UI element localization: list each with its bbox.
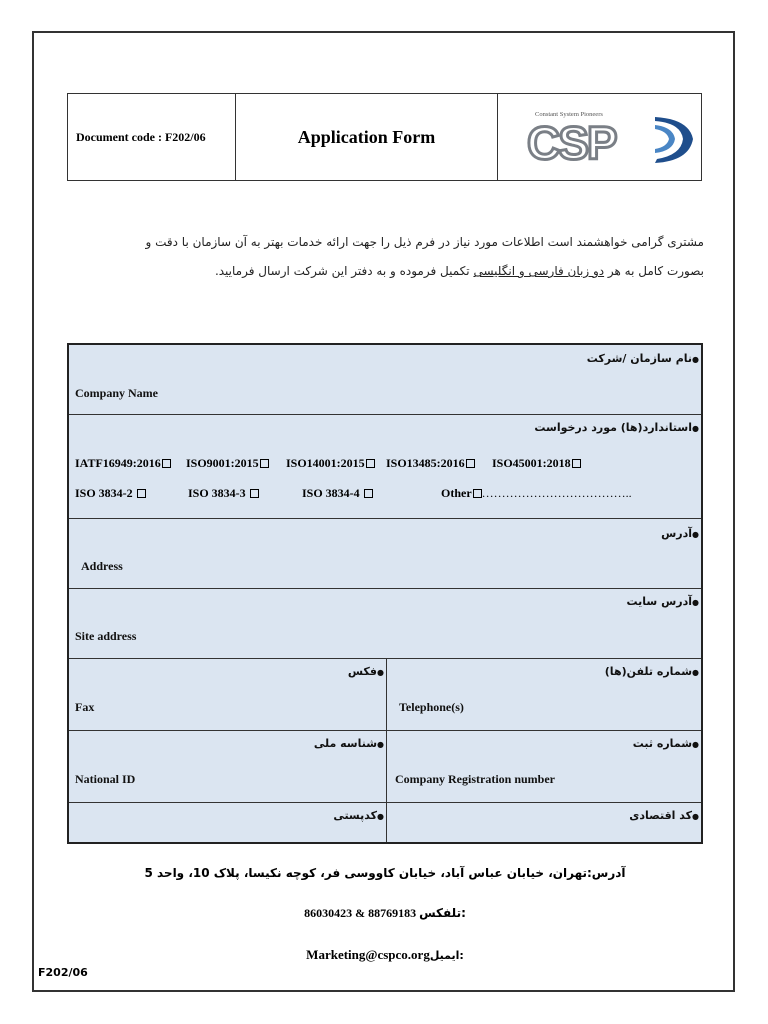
footer-email-label: ایمیل: <box>429 949 464 962</box>
row-fax-telephone <box>69 659 701 731</box>
intro-line-1: مشتری گرامی خواهشمند است اطلاعات مورد نیاز در فرم ذیل را جهت ارائه خدمات بهتر به آن سازمان با دقت و <box>145 235 704 249</box>
document-code: Document code : F202/06 <box>68 94 236 180</box>
postal-code-field[interactable] <box>69 803 387 842</box>
site-address-fa-label: ●آدرس سایت <box>626 595 699 608</box>
address-fa-label: ●آدرس <box>661 527 699 540</box>
telephone-field[interactable] <box>387 659 701 730</box>
company-fa-label: ●نام سازمان /شرکت <box>586 352 699 365</box>
national-id-en-label: National ID <box>75 772 136 786</box>
row-postal-economic <box>69 803 701 842</box>
telephone-en-label: Telephone(s) <box>399 700 464 714</box>
intro-text <box>90 228 704 286</box>
postal-code-fa-label: ●کدپستی <box>333 809 384 822</box>
checkbox[interactable] <box>366 459 375 468</box>
site-address-en-label: Site address <box>75 629 137 643</box>
form-title: Application Form <box>236 94 498 180</box>
standard-option-iso9001[interactable]: ISO9001:2015 <box>186 456 269 471</box>
fax-en-label: Fax <box>75 700 95 714</box>
standard-option-iso14001[interactable]: ISO14001:2015 <box>286 456 375 471</box>
checkbox[interactable] <box>260 459 269 468</box>
footer-document-code: F202/06 <box>38 966 88 979</box>
standards-fa-label: ●استاندارد(ها) مورد درخواست <box>534 421 699 434</box>
row-site-address[interactable] <box>69 589 701 659</box>
standard-option-iso3834-3[interactable]: ISO 3834-3 <box>188 486 259 501</box>
row-address[interactable] <box>69 519 701 589</box>
document-header <box>67 93 702 181</box>
address-en-label: Address <box>81 559 123 573</box>
standard-option-iso3834-2[interactable]: ISO 3834-2 <box>75 486 146 501</box>
economic-code-fa-label: ●کد اقتصادی <box>629 809 699 822</box>
csp-logo-icon <box>505 101 695 173</box>
company-en-label: Company Name <box>75 386 158 400</box>
row-national-registration <box>69 731 701 803</box>
registration-number-field[interactable] <box>387 731 701 802</box>
fax-fa-label: ●فکس <box>347 665 384 678</box>
fax-field[interactable] <box>69 659 387 730</box>
intro-languages: دو زبان فارسی و انگلیسی <box>473 264 605 278</box>
row-company[interactable] <box>69 345 701 415</box>
registration-en-label: Company Registration number <box>395 772 556 786</box>
application-form <box>67 343 703 844</box>
footer-phone-label: تلفکس: <box>419 906 466 920</box>
telephone-fa-label: ●شماره تلفن(ها) <box>604 665 699 678</box>
logo-text: CSP <box>526 117 616 169</box>
standard-option-iso45001[interactable]: ISO45001:2018 <box>492 456 581 471</box>
checkbox[interactable] <box>162 459 171 468</box>
checkbox[interactable] <box>364 489 373 498</box>
intro-line-2-end: تکمیل فرموده و به دفتر این شرکت ارسال فرمایید. <box>214 264 474 278</box>
footer-email <box>67 947 703 963</box>
csp-logo <box>498 94 701 180</box>
row-standards <box>69 415 701 519</box>
national-id-field[interactable] <box>69 731 387 802</box>
standard-option-other[interactable]: Other ……………………………….. <box>441 486 632 500</box>
checkbox[interactable] <box>137 489 146 498</box>
checkbox[interactable] <box>466 459 475 468</box>
national-id-fa-label: ●شناسه ملی <box>313 737 384 750</box>
registration-fa-label: ●شماره ثبت <box>632 737 699 750</box>
standard-option-iatf16949[interactable]: IATF16949:2016 <box>75 456 171 471</box>
checkbox[interactable] <box>250 489 259 498</box>
standard-option-iso13485[interactable]: ISO13485:2016 <box>386 456 475 471</box>
footer-address: آدرس:تهران، خیابان عباس آباد، خیابان کاووسی فر، کوچه نکیسا، پلاک 10، واحد 5 <box>144 866 626 880</box>
intro-line-2-start: بصورت کامل به هر <box>604 264 704 278</box>
footer-phone-value: 86030423 & 88769183 <box>304 906 417 920</box>
footer-phone <box>67 906 703 921</box>
logo-tagline: Constant System Pioneers <box>534 111 603 118</box>
checkbox[interactable] <box>572 459 581 468</box>
standard-option-iso3834-4[interactable]: ISO 3834-4 <box>302 486 373 501</box>
economic-code-field[interactable] <box>387 803 701 842</box>
intro-line-2 <box>90 257 704 286</box>
footer-email-value[interactable]: Marketing@cspco.org <box>306 947 430 962</box>
checkbox[interactable] <box>473 489 482 498</box>
